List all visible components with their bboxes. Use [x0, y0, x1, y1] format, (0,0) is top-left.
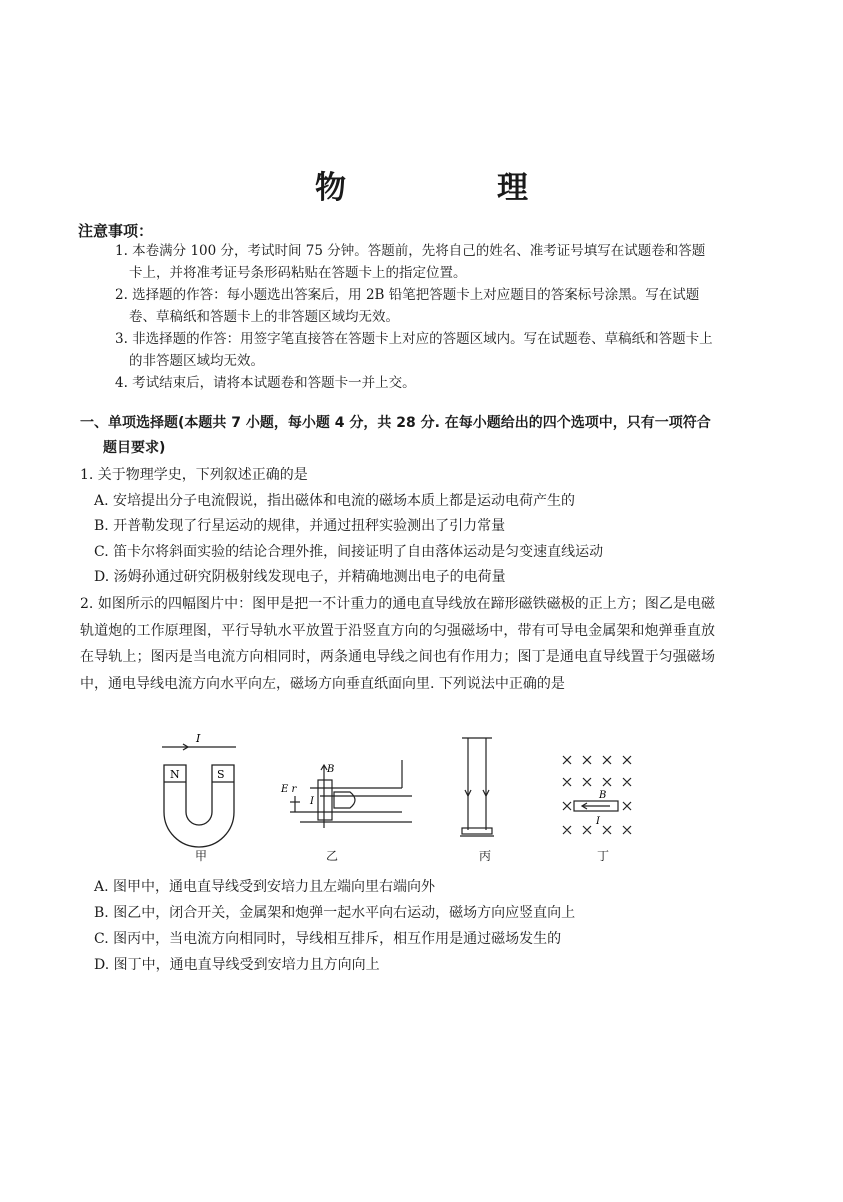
- notice-item: 1. 本卷满分 100 分，考试时间 75 分钟。答题前，先将自己的姓名、准考证号填写在试题卷和答题卡上，并将准考证号条形码粘贴在答题卡上的指定位置。: [115, 243, 706, 281]
- option-b: B. 开普勒发现了行星运动的规律，并通过扭秤实验测出了引力常量: [94, 518, 506, 534]
- figure-bing-diagram: [460, 738, 494, 836]
- question-2-figures: [150, 730, 670, 870]
- notice-heading: 注意事项：: [78, 222, 154, 240]
- figure-label-yi: 乙: [326, 849, 339, 863]
- projectile: [334, 792, 355, 808]
- south-pole-label: S: [217, 768, 225, 781]
- option-d: D. 汤姆孙通过研究阴极射线发现电子，并精确地测出电子的电荷量: [94, 569, 506, 585]
- current-label: I: [196, 732, 201, 745]
- figure-label-jia: 甲: [195, 849, 208, 863]
- notice-list: [115, 240, 715, 394]
- option-a: A. 图甲中，通电直导线受到安培力且左端向里右端向外: [94, 879, 436, 895]
- option-d: D. 图丁中，通电直导线受到安培力且方向向上: [94, 957, 380, 973]
- north-pole-label: N: [170, 768, 180, 781]
- section-heading: [80, 411, 720, 461]
- option-b: B. 图乙中，闭合开关，金属架和炮弹一起水平向右运动，磁场方向应竖直向上: [94, 905, 576, 921]
- current-label: I: [310, 796, 314, 807]
- figure-yi-diagram: [290, 760, 412, 828]
- notice-item: 3. 非选择题的作答：用签字笔直接答在答题卡上对应的答题区域内。写在试题卷、草稿纸和答题卡上的非答题区域均无效。: [115, 331, 713, 369]
- current-label: I: [596, 816, 600, 827]
- option-c: C. 图丙中，当电流方向相同时，导线相互排斥，相互作用是通过磁场发生的: [94, 931, 562, 947]
- notice-item: 4. 考试结束后，请将本试题卷和答题卡一并上交。: [115, 375, 416, 391]
- field-label: B: [599, 790, 607, 801]
- notice-item: 2. 选择题的作答：每小题选出答案后，用 2B 铅笔把答题卡上对应题目的答案标号涂黑。写在试题卷、草稿纸和答题卡上的非答题区域均无效。: [115, 287, 700, 325]
- metal-frame: [318, 780, 332, 820]
- question-2-options: [94, 874, 714, 978]
- option-a: A. 安培提出分子电流假说，指出磁体和电流的磁场本质上都是运动电荷产生的: [94, 492, 576, 509]
- field-label: B: [327, 764, 335, 775]
- bottom-block: [462, 828, 492, 834]
- section-heading-line: 题目要求): [103, 440, 166, 456]
- figure-jia-diagram: [162, 744, 236, 847]
- page-title: 物 理: [315, 170, 588, 206]
- question-1: [80, 463, 720, 591]
- section-heading-line: 一、单项选择题(本题共 7 小题，每小题 4 分，共 28 分. 在每小题给出的四个选项中，只有一项符合: [80, 415, 711, 431]
- emf-label: E r: [281, 784, 297, 795]
- figure-label-ding: 丁: [597, 849, 610, 863]
- question-stem: 1. 关于物理学史，下列叙述正确的是: [80, 467, 308, 483]
- option-c: C. 笛卡尔将斜面实验的结论合理外推，间接证明了自由落体运动是匀变速直线运动: [94, 543, 604, 560]
- figure-label-bing: 丙: [479, 849, 492, 863]
- question-2-stem: 2. 如图所示的四幅图片中：图甲是把一不计重力的通电直导线放在蹄形磁铁磁极的正上方；图乙是电磁轨道炮的工作原理图，平行导轨水平放置于沿竖直方向的匀强磁场中，带有可导电金属架和炮弹垂直放在导轨上；图丙是当电流方向相同时，两条通电导线之间也有作用力；图丁是通电直导线置于匀强磁场中，通电导线电流方向水平向左，磁场方向垂直纸面向里. 下列说法中正确的是: [80, 596, 715, 692]
